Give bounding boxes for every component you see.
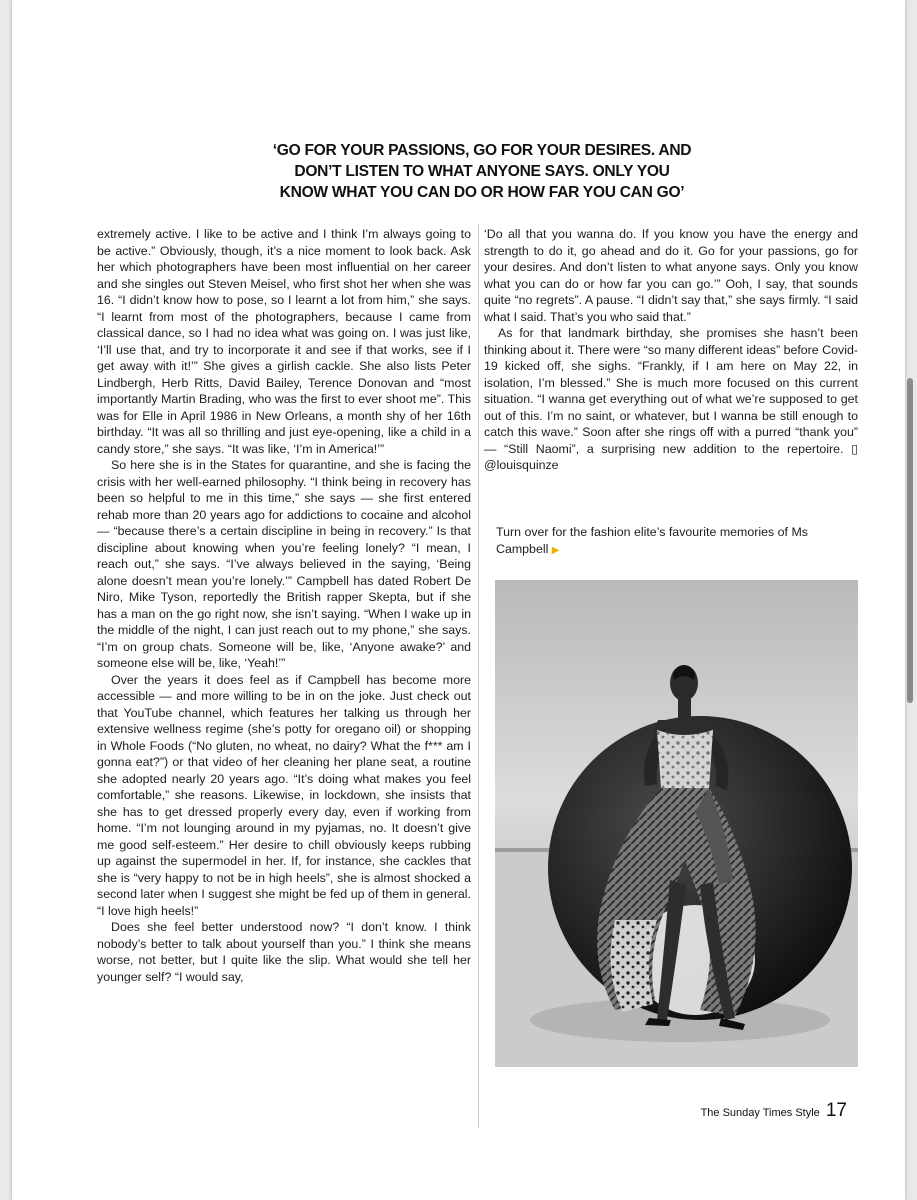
caption-text: Turn over for the fashion elite’s favourite memories of Ms Campbell bbox=[496, 525, 808, 556]
article-column-left bbox=[97, 226, 471, 985]
article-paragraph: Does she feel better understood now? “I don’t know. I think nobody’s better to talk about yourself than you.” I think she means worse, not better, but I quite like the slip. What would she tell her younger self? “I would say, bbox=[97, 920, 471, 984]
article-paragraph: ‘Do all that you wanna do. If you know you have the energy and strength to do it, go ahead and do it. Go for your passions, go for your desires. And don’t listen to what anyone says. Only you know what you can do or how far you can go.’” Ooh, I say, that sounds quite “no regrets”. A pause. “I didn’t say that,” she says firmly. “I said what I said. That’s you who said that.” bbox=[484, 227, 858, 324]
column-divider bbox=[478, 224, 479, 1128]
scrollbar-thumb[interactable] bbox=[907, 378, 913, 703]
article-paragraph: As for that landmark birthday, she promises she hasn’t been thinking about it. There were “so many different ideas” before Covid-19 kicked off, she sighs. “Frankly, if I am here on May 22, in isolation, I’m blessed.” She is much more focused on this current situation. “I wanna get everything out of what we’re supposed to get out of this. I’m no saint, or whatever, but I wanna be still enough to catch this wave.” Soon after she rings off with a purred “thank you” — “Still Naomi”, a surprising new addition to the repertoire. ▯ @louisquinze bbox=[484, 326, 858, 472]
article-column-right bbox=[484, 226, 858, 474]
publication-name: The Sunday Times Style bbox=[700, 1107, 820, 1119]
magazine-page bbox=[12, 0, 905, 1200]
pull-quote: ‘GO FOR YOUR PASSIONS, GO FOR YOUR DESIRES. AND DON’T LISTEN TO WHAT ANYONE SAYS. ONLY YOU KNOW WHAT YOU CAN DO OR HOW FAR YOU CAN GO’ bbox=[272, 142, 692, 201]
page-number: 17 bbox=[825, 1100, 847, 1121]
page-turn-caption bbox=[496, 524, 836, 559]
fashion-photo bbox=[495, 580, 858, 1067]
page-footer bbox=[701, 1100, 847, 1122]
article-paragraph: Over the years it does feel as if Campbell has become more accessible — and more willing to be in on the joke. Just check out that YouTube channel, which features her talking us through her extensive wellness regime (she’s potty for oregano oil) or shopping in Whole Foods (“No gluten, no wheat, no dairy? What the f*** am I gonna eat?”) or that video of her cleaning her plane seat, a routine she adopted nearly 20 years ago. “It’s doing what makes you feel comfortable,” she reasons. Likewise, in lockdown, she insists that she has to get dressed properly every day, even if working from home. “I’m not lounging around in my pyjamas, no. It doesn’t give me good self-esteem.” Her desire to chill obviously keeps rubbing up against the supermodel in her. If, for instance, she cackles that she is “very happy to not be in high heels”, she is almost shocked a second later when I suggest she might be fed up of them in general. “I love high heels!” bbox=[97, 672, 471, 918]
article-paragraph: extremely active. I like to be active and I think I’m always going to be active.” Obviously, though, it’s a nice moment to look back. Ask her which photographers have been most influential on her career and she singles out Steven Meisel, who first shot her when she was 16. “I didn’t know how to pose, so I learnt a lot from him,” she says. “I learnt from most of the photographers, because I came from classical dance, so I had no idea what was going on. I was just like, ‘I’ll use that, and try to incorporate it and see if that works, see if I get away with it!’” She gives a girlish cackle. She also lists Peter Lindbergh, Herb Ritts, David Bailey, Terence Donovan and “most importantly Martin Brading, who was the first to ever shoot me”. This was for Elle in April 1986 in New Orleans, a month shy of her 16th birthday. “It was all so thrilling and just eye-opening, like a child in a candy store,” she says. “It was like, ‘I’m in America!’” bbox=[97, 227, 471, 456]
play-arrow-icon: ▶ bbox=[551, 545, 560, 556]
article-paragraph: So here she is in the States for quarantine, and she is facing the crisis with her well-earned philosophy. “I think being in recovery has been so helpful to me in this time,” she says — she first entered rehab more than 20 years ago for addictions to cocaine and alcohol — “because there’s a certain discipline in being in recovery.” Is that discipline about knowing when you’re feeling lonely? “I mean, I reach out,” she says. “I’ve always believed in the saying, ‘Being alone doesn’t mean you’re lonely.’” Campbell has dated Robert De Niro, Mike Tyson, reportedly the British rapper Skepta, but if she has a man on the go right now, she isn’t saying. “When I wake up in the middle of the night, I can just reach out to my phone,” she says. “I’m on group chats. Someone will be, like, ‘Anyone awake?’ and someone else will be, like, ‘Yeah!’” bbox=[97, 458, 471, 670]
